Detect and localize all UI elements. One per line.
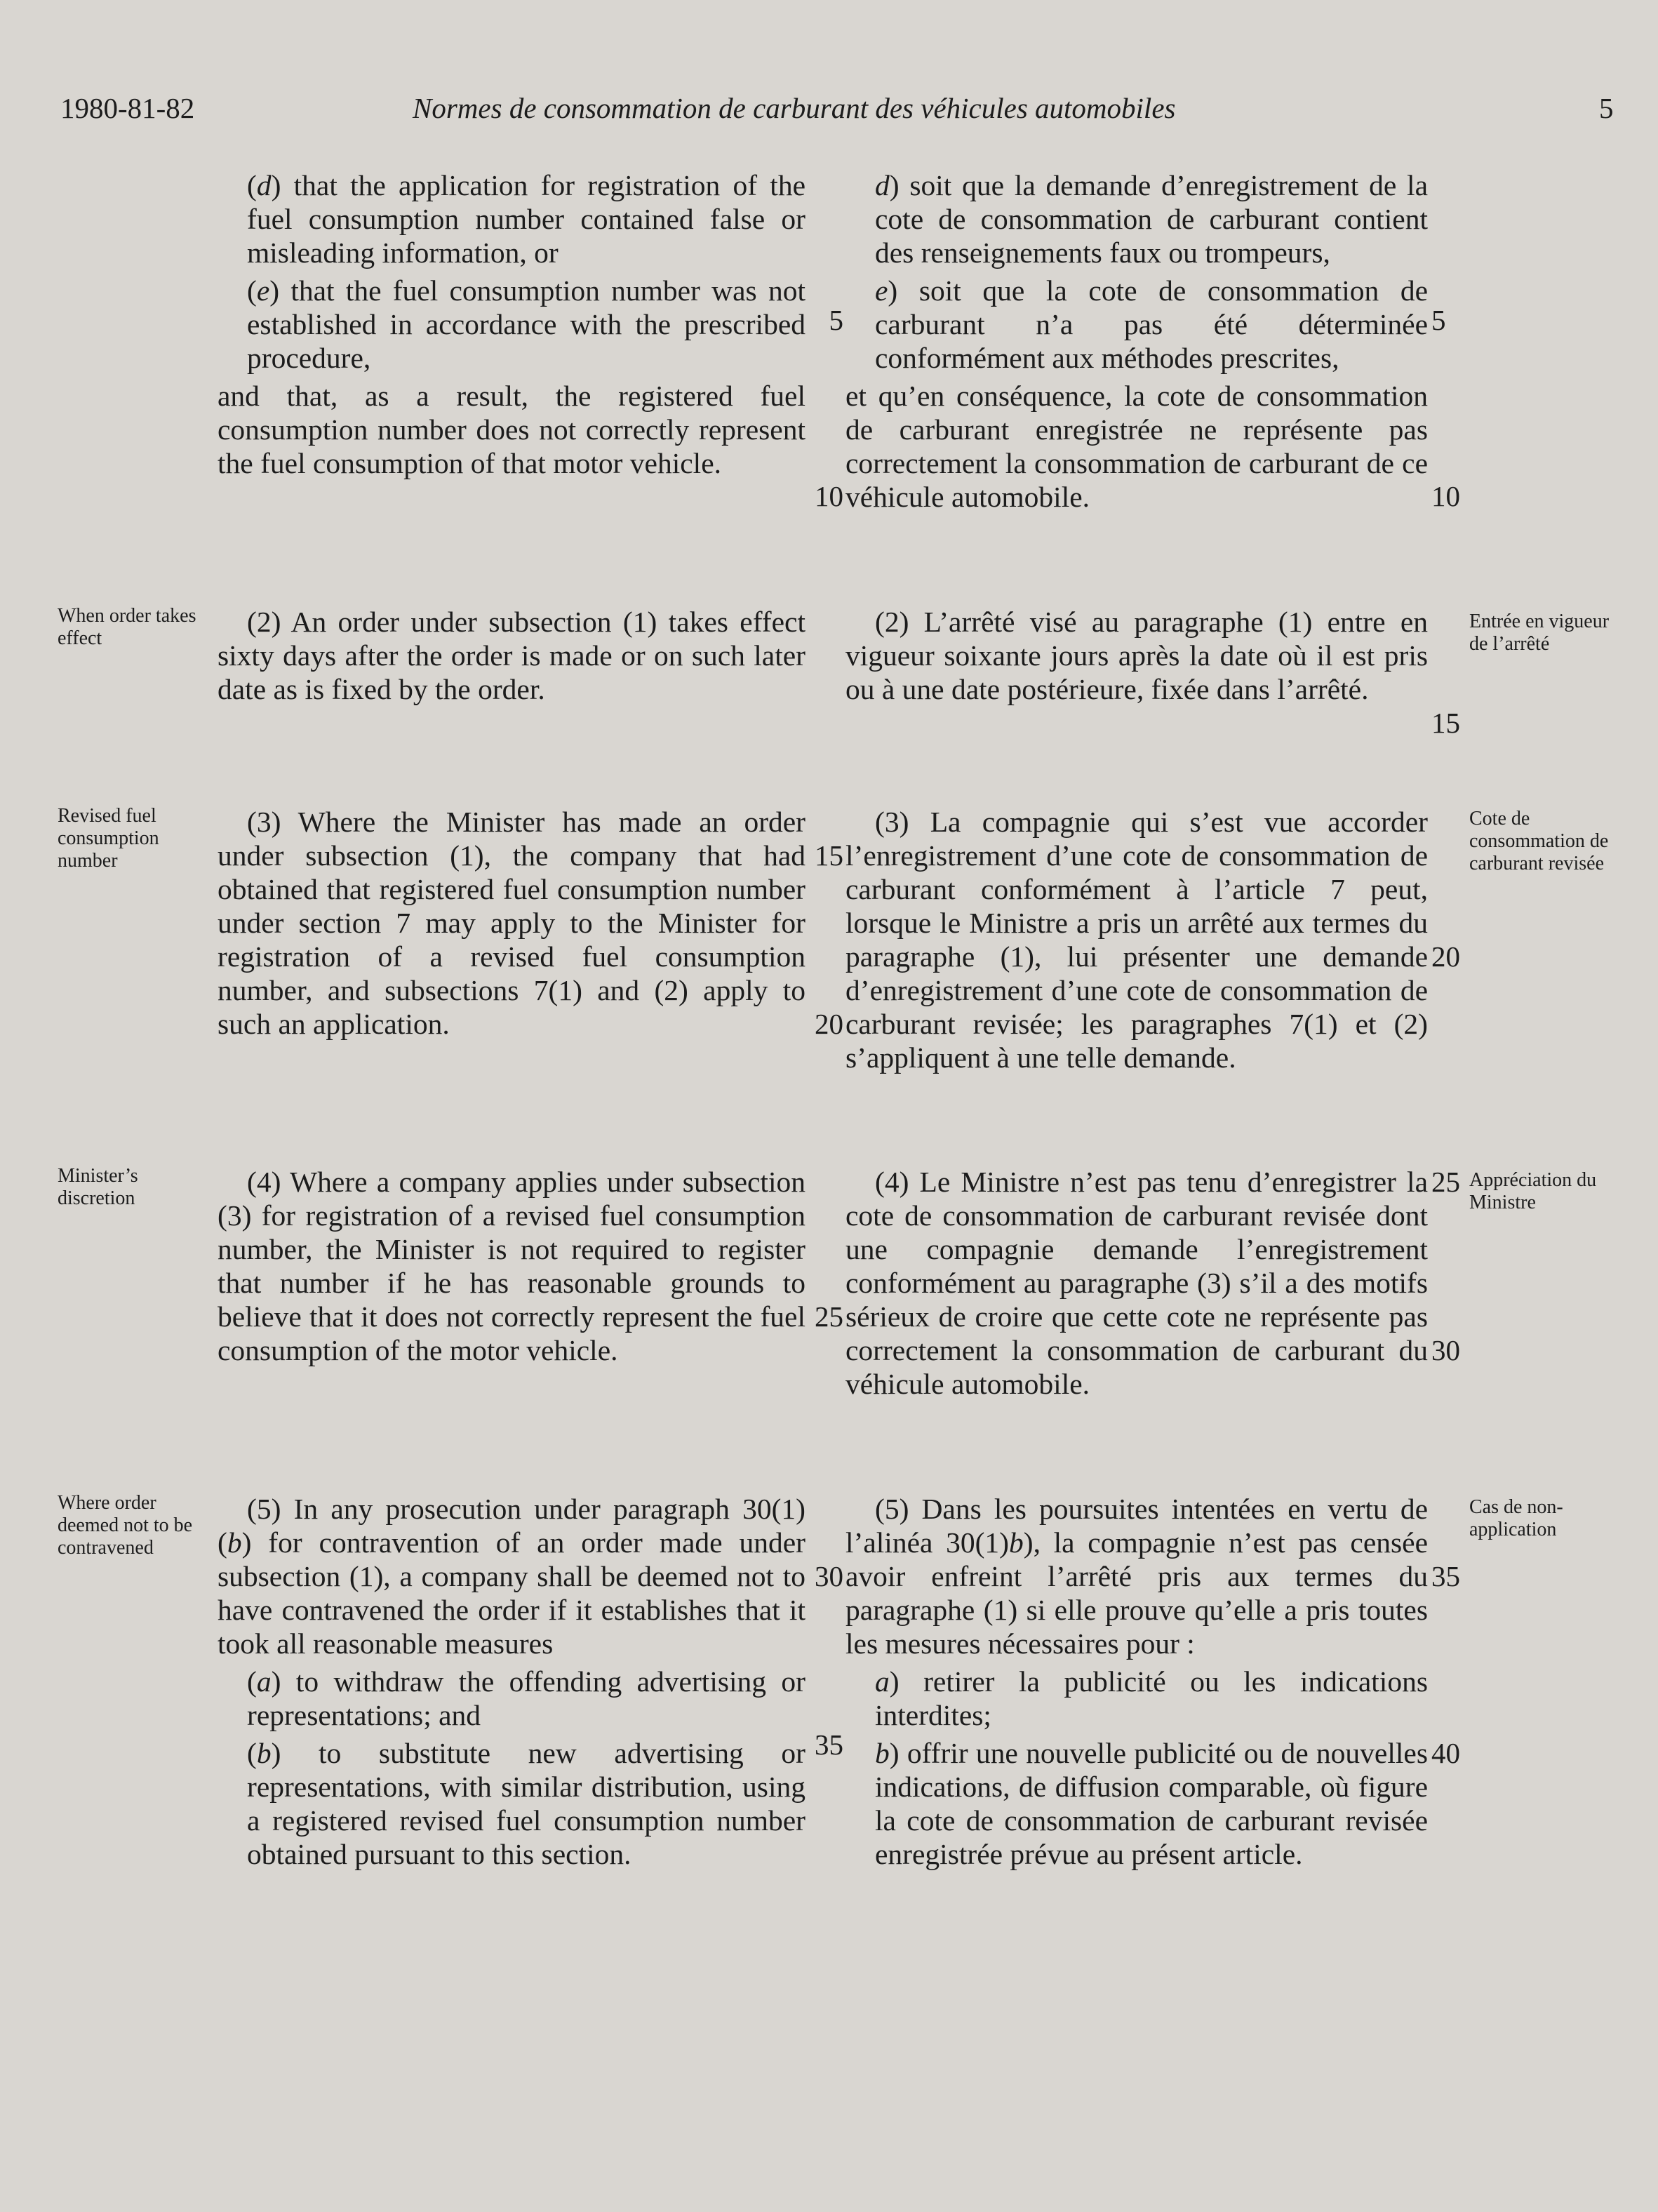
- line-number: 10: [815, 480, 843, 512]
- marginal-note-en: Revised fuel consumption number: [58, 805, 159, 872]
- fr-item-a: a) retirer la publicité ou les indications interdites;: [875, 1665, 1428, 1731]
- line-number: 10: [1431, 480, 1460, 512]
- marginal-note-fr: Entrée en vigueur de l’arrêté: [1469, 611, 1610, 655]
- marginal-note-fr: Cas de non-application: [1469, 1496, 1563, 1540]
- french-column: [845, 605, 1428, 710]
- fr-subsection-5: (5) Dans les poursuites intentées en vertu de l’alinéa 30(1)b), la compagnie n’est pas censée avoir enfreint l’arrêté pris aux termes du paragraphe (1) si elle prouve qu’elle a pris toutes les mesures nécessaires pour :: [845, 1493, 1428, 1660]
- header-year: 1980-81-82: [60, 92, 195, 124]
- marginal-note-fr: Cote de consommation de carburant revisée: [1469, 808, 1609, 874]
- line-number: 35: [815, 1728, 843, 1761]
- en-paragraph-d: (d) that the application for registration of the fuel consumption number contained false or misleading information, or: [247, 169, 805, 269]
- marginal-note-en: When order takes effect: [58, 605, 196, 649]
- header-title: Normes de consommation de carburant des véhicules automobiles: [413, 92, 1176, 124]
- english-column: [218, 1492, 805, 1875]
- french-column: [845, 1492, 1428, 1875]
- line-number: 25: [1431, 1166, 1460, 1198]
- fr-closing-text: et qu’en conséquence, la cote de consommation de carburant enregistrée ne représente pas correctement la consommation de carburant de ce véhicule automobile.: [845, 380, 1428, 513]
- marginal-note-en: Minister’s discretion: [58, 1165, 138, 1209]
- marginal-note-fr: Appréciation du Ministre: [1469, 1169, 1597, 1213]
- en-paragraph-e: (e) that the fuel consumption number was not established in accordance with the prescribed procedure,: [247, 274, 805, 374]
- fr-subsection-4: (4) Le Ministre n’est pas tenu d’enregistrer la cote de consommation de carburant revisée dont une compagnie demande l’enregistrement conformément au paragraphe (3) s’il a des motifs sérieux de croire que cette cote ne représente pas correctement la consommation de carburant du véhicule automobile.: [845, 1166, 1428, 1400]
- fr-paragraph-d: d) soit que la demande d’enregistrement de la cote de consommation de carburant contient des renseignements faux ou trompeurs,: [875, 169, 1428, 269]
- en-item-a: (a) to withdraw the offending advertising or representations; and: [247, 1665, 805, 1731]
- line-number: 25: [815, 1300, 843, 1333]
- line-number: 30: [815, 1560, 843, 1592]
- fr-subsection-3: (3) La compagnie qui s’est vue accorder l’enregistrement d’une cote de consommation de carburant conformément à l’article 7 peut, lorsque le Ministre a pris un arrêté aux termes du paragraphe (1), lui présenter une demande d’enregistrement d’une cote de consommation de carburant revisée; les paragraphes 7(1) et (2) s’appliquent à une telle demande.: [845, 806, 1428, 1074]
- english-column: [218, 605, 805, 710]
- line-number: 15: [1431, 707, 1460, 739]
- en-subsection-4: (4) Where a company applies under subsection (3) for registration of a revised fuel consumption number, the Minister is not required to register that number if he has reasonable grounds to believe that it does not correctly represent the fuel consumption of the motor vehicle.: [218, 1166, 805, 1366]
- line-number: 5: [829, 304, 843, 336]
- page-number: 5: [1599, 92, 1614, 124]
- en-subsection-3: (3) Where the Minister has made an order under subsection (1), the company that had obtained that registered fuel consumption number under section 7 may apply to the Minister for registration of a revised fuel consumption number, and subsections 7(1) and (2) apply to such an application.: [218, 806, 805, 1040]
- english-column: [218, 1165, 805, 1371]
- line-number: 20: [1431, 940, 1460, 973]
- line-number: 40: [1431, 1737, 1460, 1769]
- line-number: 35: [1431, 1560, 1460, 1592]
- line-number: 30: [1431, 1334, 1460, 1366]
- french-column: [845, 1165, 1428, 1405]
- french-column: [845, 805, 1428, 1079]
- english-column: [218, 805, 805, 1045]
- line-number: 5: [1431, 304, 1446, 336]
- fr-paragraph-e: e) soit que la cote de consommation de carburant n’a pas été déterminée conformément aux méthodes prescrites,: [875, 274, 1428, 374]
- fr-subsection-2: (2) L’arrêté visé au paragraphe (1) entre en vigueur soixante jours après la date où il est pris ou à une date postérieure, fixée dans l’arrêté.: [845, 606, 1428, 705]
- en-subsection-2: (2) An order under subsection (1) takes effect sixty days after the order is made or on such later date as is fixed by the order.: [218, 606, 805, 705]
- en-closing-text: and that, as a result, the registered fuel consumption number does not correctly represent the fuel consumption of that motor vehicle.: [218, 380, 805, 479]
- line-number: 20: [815, 1008, 843, 1040]
- french-column: [845, 168, 1428, 518]
- fr-item-b: b) offrir une nouvelle publicité ou de nouvelles indications, de diffusion comparable, où figure la cote de consommation de carburant revisée enregistrée prévue au présent article.: [875, 1737, 1428, 1870]
- en-subsection-5: (5) In any prosecution under paragraph 30(1)(b) for contravention of an order made under subsection (1), a company shall be deemed not to have contravened the order if it establishes that it took all reasonable measures: [218, 1493, 805, 1660]
- line-number: 15: [815, 839, 843, 872]
- english-column: [218, 168, 805, 484]
- marginal-note-en: Where order deemed not to be contravened: [58, 1492, 193, 1559]
- en-item-b: (b) to substitute new advertising or representations, with similar distribution, using a registered revised fuel consumption number obtained pursuant to this section.: [247, 1737, 805, 1870]
